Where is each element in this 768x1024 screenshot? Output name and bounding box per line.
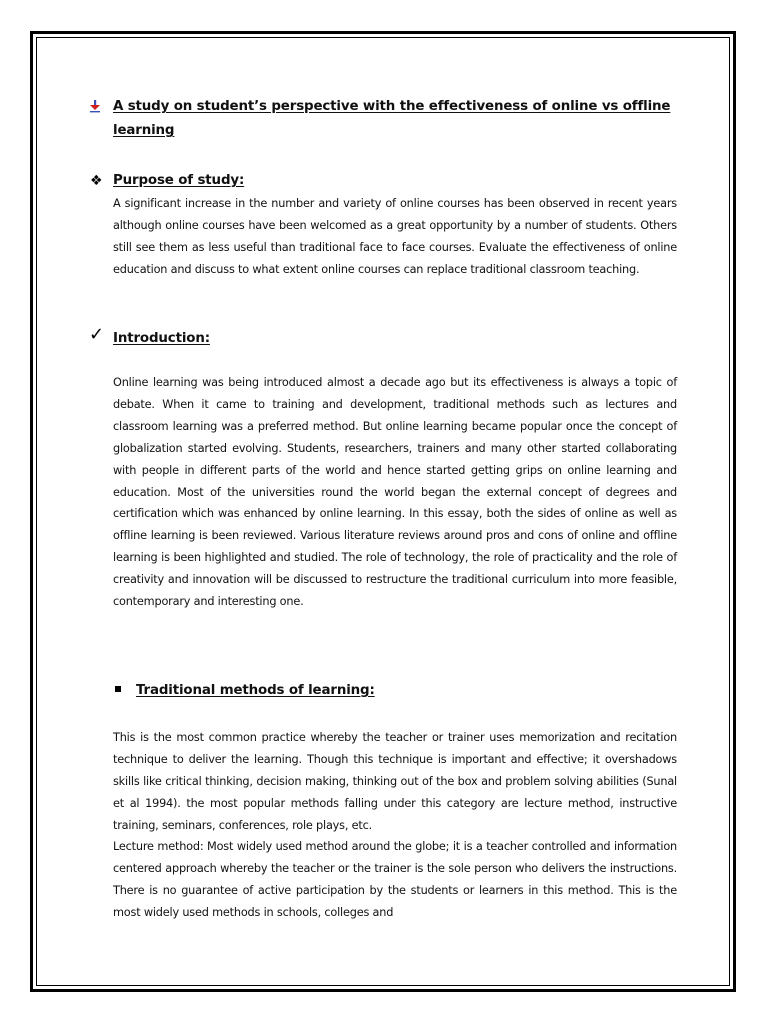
square-bullet-icon (115, 686, 121, 692)
down-arrow-bullet-icon (88, 96, 102, 116)
traditional-methods-heading: Traditional methods of learning: (136, 683, 375, 698)
document-title: A study on student’s perspective with the effectiveness of online vs offline learning (113, 99, 671, 138)
purpose-paragraph: A significant increase in the number and variety of online courses has been observed in recent years although online courses have been welcomed as a great opportunity by a number of students. Others still see them as less useful than traditional face to face courses. Evaluate the effectiveness of online education and discuss to what extent online courses can replace traditional classroom teaching. (113, 197, 677, 276)
introduction-paragraph: Online learning was being introduced almost a decade ago but its effectiveness is always a topic of debate. When it came to training and development, traditional methods such as lectures and classroom learning was a preferred method. But online learning became popular once the concept of globalization started evolving. Students, researchers, trainers and many other started collaborating with people in different parts of the world and hence started getting grips on online learning and education. Most of the universities round the world began the external concept of degrees and certification which was enhanced by online learning. In this essay, both the sides of online as well as offline learning is been reviewed. Various literature reviews around pros and cons of online and offline learning is been highlighted and studied. The role of technology, the role of practicality and the role of creativity and innovation will be discussed to restructure the traditional curriculum into more feasible, contemporary and interesting one. (113, 376, 677, 609)
traditional-methods-paragraph: This is the most common practice whereby the teacher or trainer uses memorization and recitation technique to deliver the learning. Though this technique is important and effective; it overshadows skills like critical thinking, decision making, thinking out of the box and problem solving abilities (Sunal et al 1994). the most popular methods falling under this category are lecture method, instructive training, seminars, conferences, role plays, etc. (113, 731, 677, 832)
introduction-heading: Introduction: (113, 331, 210, 346)
diamond-bullet-icon: ❖ (90, 173, 103, 189)
lecture-method-paragraph: Lecture method: Most widely used method around the globe; it is a teacher controlled and information centered approach whereby the teacher or the trainer is the sole person who delivers the instructions. There is no guarantee of active participation by the students or learners in this method. This is the most widely used methods in schools, colleges and (113, 840, 677, 919)
purpose-heading: Purpose of study: (113, 173, 245, 188)
check-icon: ✓ (89, 324, 105, 345)
